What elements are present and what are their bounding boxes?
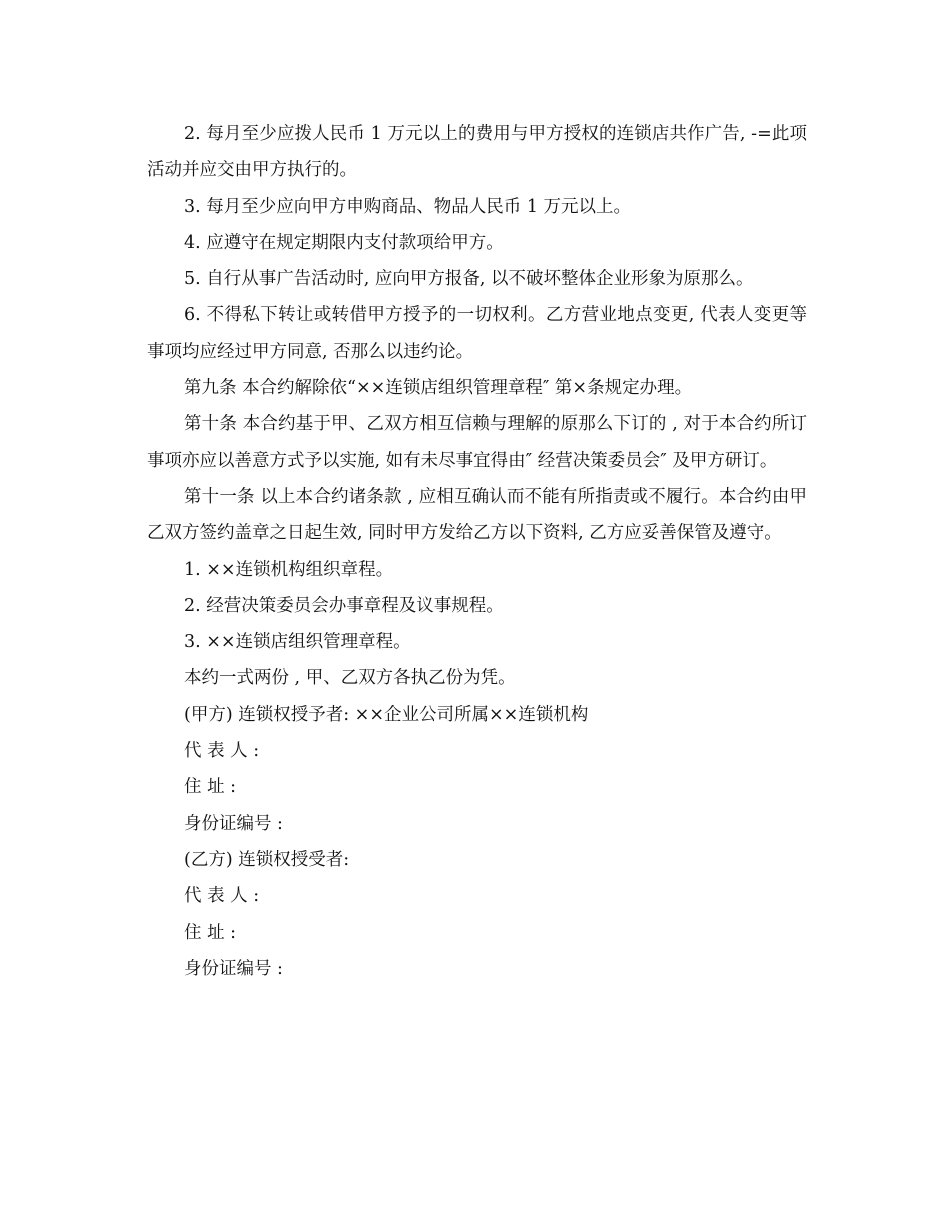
article-11-effectiveness: 第十一条 以上本合约诸条款 , 应相互确认而不能有所指责或不履行。本合约由甲乙双方签约盖章之日起生效, 同时甲方发给乙方以下资料, 乙方应妥善保管及遵守。 <box>147 486 807 544</box>
clause-6-no-transfer: 6. 不得私下转让或转借甲方授予的一切权利。乙方营业地点变更, 代表人变更等事项均应经过甲方同意, 否那么以违约论。 <box>147 305 807 362</box>
clause-3-purchase-minimum: 3. 每月至少应向甲方申购商品、物品人民币 1 万元以上。 <box>184 196 632 217</box>
clause-4-payment-deadline: 4. 应遵守在规定期限内支付款项给甲方。 <box>184 232 504 253</box>
party-b-grantee: (乙方) 连锁权授受者: <box>184 849 350 870</box>
material-2-committee-rules: 2. 经营决策委员会办事章程及议事规程。 <box>184 595 504 616</box>
contract-body <box>147 116 807 987</box>
party-a-address: 住 址 : <box>184 777 237 798</box>
clause-2-advertising-fee: 2. 每月至少应拨人民币 1 万元以上的费用与甲方授权的连锁店共作广告, -=此项活动并应交由甲方执行的。 <box>147 124 807 181</box>
party-b-id-number: 身份证编号 : <box>184 958 283 979</box>
party-b-address: 住 址 : <box>184 922 237 943</box>
article-10-good-faith: 第十条 本合约基于甲、乙双方相互信赖与理解的原那么下订的 , 对于本合约所订事项亦应以善意方式予以实施, 如有未尽事宜得由″ 经营决策委员会″ 及甲方研订。 <box>147 414 807 471</box>
copies-statement: 本约一式两份 , 甲、乙双方各执乙份为凭。 <box>184 668 516 689</box>
material-1-organization-charter: 1. ××连锁机构组织章程。 <box>184 559 394 580</box>
party-b-representative: 代 表 人 : <box>184 886 260 907</box>
party-a-grantor: (甲方) 连锁权授予者: ××企业公司所属××连锁机构 <box>184 704 589 725</box>
party-a-id-number: 身份证编号 : <box>184 813 283 834</box>
article-9-termination: 第九条 本合约解除依“××连锁店组织管理章程″ 第×条规定办理。 <box>184 378 693 399</box>
party-a-representative: 代 表 人 : <box>184 741 260 762</box>
material-3-management-charter: 3. ××连锁店组织管理章程。 <box>184 632 411 653</box>
clause-5-advertising-report: 5. 自行从事广告活动时, 应向甲方报备, 以不破坏整体企业形象为原那么。 <box>184 269 754 290</box>
